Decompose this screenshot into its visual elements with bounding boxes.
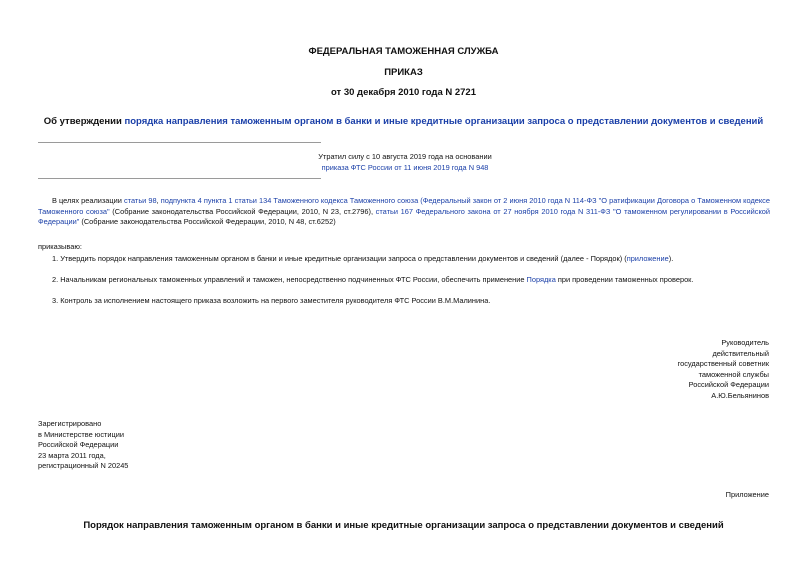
item-text: 2. Начальникам региональных таможенных управлений и таможен, непосредственно подчиненных ФТС России, обеспечить применение <box>52 275 527 284</box>
link-appendix[interactable]: приложение <box>626 254 669 263</box>
preamble-paragraph <box>38 196 770 228</box>
registration-line: Зарегистрировано <box>38 419 102 428</box>
registration-block <box>38 419 128 472</box>
link-article-134[interactable]: подпункта 4 пункта 1 статьи 134 Таможенного кодекса Таможенного союза <box>160 196 419 205</box>
item-text: ). <box>668 254 674 263</box>
signature-line: Российской Федерации <box>688 380 769 390</box>
item-text: при проведении таможенных проверок. <box>555 275 694 284</box>
order-item-1 <box>52 254 673 265</box>
signature-line: таможенной службы <box>698 369 769 379</box>
status-rule-top <box>38 142 321 143</box>
preamble-text: В целях реализации <box>52 196 124 205</box>
signature-block <box>678 338 769 402</box>
order-item-2 <box>52 275 693 286</box>
signature-line: Руководитель <box>721 338 769 347</box>
title-link[interactable]: порядка направления таможенным органом в банки и иные кредитные организации запроса о представлении документов и сведений <box>124 116 764 127</box>
link-federal-law-311[interactable]: статьи 167 Федерального закона от 27 ноября 2010 года N 311-ФЗ "О таможенном регулировании в Российской Федерации" <box>38 206 770 227</box>
status-note-text: Утратил силу с 10 августа 2019 года на основании <box>318 152 492 161</box>
title-prefix: Об утверждении <box>43 116 125 127</box>
status-rule-bottom <box>38 178 321 179</box>
preamble-text: , <box>156 196 161 205</box>
agency-heading: ФЕДЕРАЛЬНАЯ ТАМОЖЕННАЯ СЛУЖБА <box>308 46 499 57</box>
preamble-text: (Собрание законодательства Российской Федерации, 2010, N 23, ст.2796), <box>109 206 376 216</box>
link-procedure[interactable]: Порядка <box>526 275 556 284</box>
signature-line: А.Ю.Бельянинов <box>711 390 769 400</box>
status-note-link[interactable]: приказа ФТС России от 11 июня 2019 года N 948 <box>321 162 489 172</box>
signature-line: государственный советник <box>677 359 769 369</box>
registration-line: 23 марта 2011 года, <box>38 450 106 460</box>
order-word: приказываю: <box>38 242 82 251</box>
preamble-text: (Собрание законодательства Российской Федерации, 2010, N 48, ст.6252) <box>79 217 336 227</box>
appendix-title: Порядок направления таможенным органом в банки и иные кредитные организации запроса о представлении документов и сведений <box>83 520 724 531</box>
item-text: 1. Утвердить порядок направления таможенным органом в банки и иные кредитные организации запроса о представлении документов и сведений (далее - Порядок) ( <box>52 254 627 263</box>
appendix-label: Приложение <box>725 490 769 499</box>
registration-line: регистрационный N 20245 <box>38 461 129 471</box>
order-item-3: 3. Контроль за исполнением настоящего приказа возложить на первого заместителя руководителя ФТС России В.М.Малинина. <box>52 296 491 305</box>
link-federal-law-114[interactable]: (Федеральный закон от 2 июня 2010 года N 114-ФЗ "О ратификации Договора о Таможенном кодексе Таможенного союза" <box>38 196 770 216</box>
signature-line: действительный <box>712 348 769 358</box>
document-title <box>0 116 807 127</box>
link-article-98[interactable]: статьи 98 <box>123 196 157 205</box>
document-type: ПРИКАЗ <box>384 67 423 78</box>
registration-line: Российской Федерации <box>38 440 119 450</box>
registration-line: в Министерстве юстиции <box>38 429 125 439</box>
status-note <box>300 152 510 173</box>
document-date-number: от 30 декабря 2010 года N 2721 <box>330 87 476 98</box>
